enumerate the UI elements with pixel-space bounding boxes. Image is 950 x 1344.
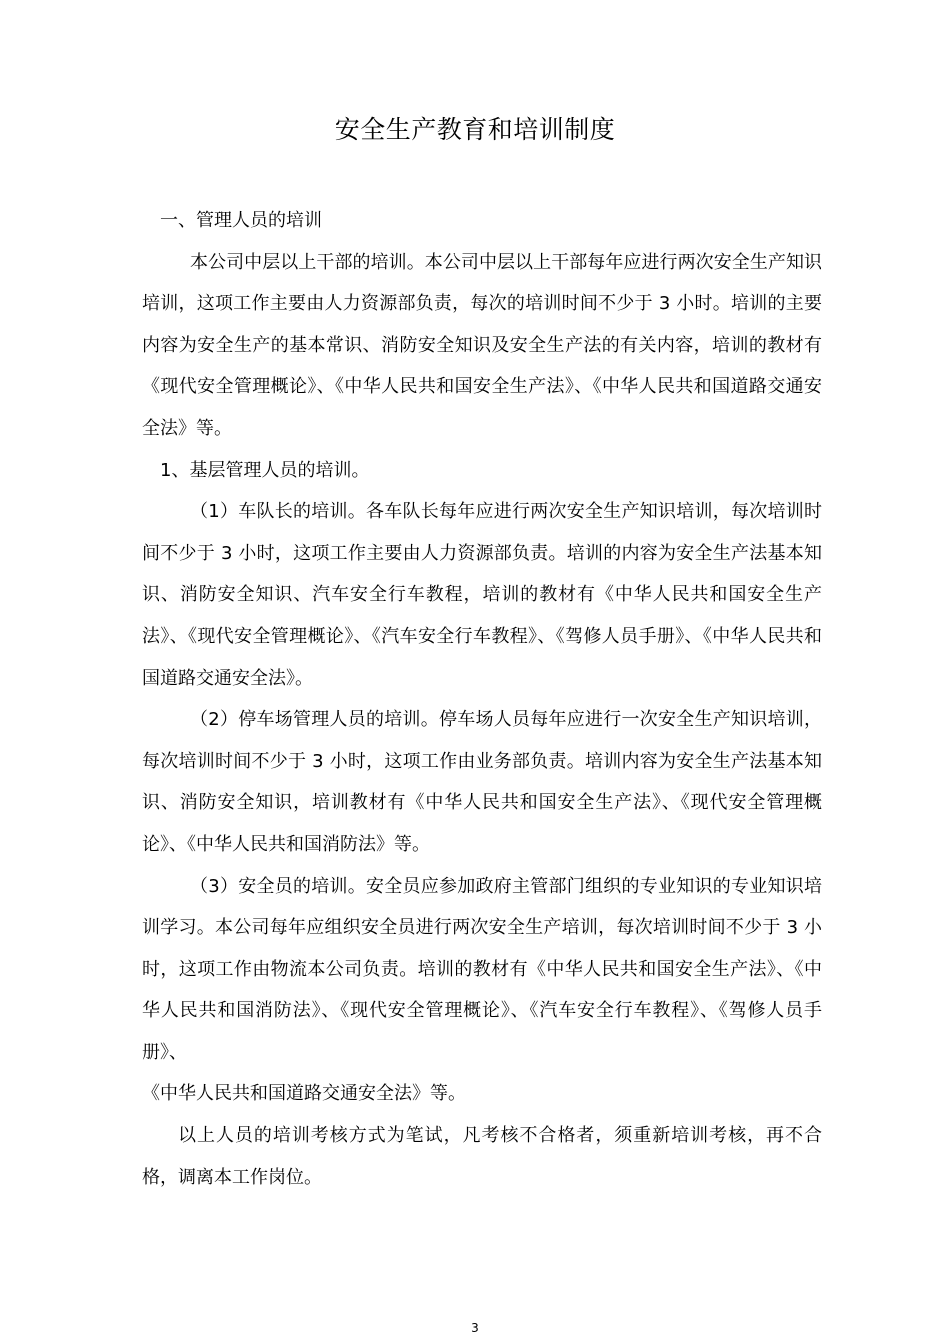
document-body <box>142 200 822 1198</box>
document-title: 安全生产教育和培训制度 <box>334 115 616 144</box>
paragraph-safety-officer-continued: 《中华人民共和国道路交通安全法》等。 <box>142 1083 466 1105</box>
paragraph-assessment: 以上人员的培训考核方式为笔试，凡考核不合格者，须重新培训考核，再不合格，调离本工作岗位。 <box>142 1125 822 1188</box>
subsection-heading: 1、基层管理人员的培训。 <box>160 459 370 481</box>
paragraph-safety-officer: （3）安全员的培训。安全员应参加政府主管部门组织的专业知识的专业知识培训学习。本公司每年应组织安全员进行两次安全生产培训，每次培训时间不少于 3 小时，这项工作由物流本公司负责。培训的教材有《中华人民共和国安全生产法》、《中华人民共和国消防法》、《现代安全管理概论》、《汽车安全行车教程》、《驾修人员手册》、 <box>142 875 822 1063</box>
paragraph-parking-staff: （2）停车场管理人员的培训。停车场人员每年应进行一次安全生产知识培训，每次培训时间不少于 3 小时，这项工作由业务部负责。培训内容为安全生产法基本知识、消防安全知识，培训教材有《中华人民共和国安全生产法》、《现代安全管理概论》、《中华人民共和国消防法》等。 <box>142 709 822 855</box>
paragraph-fleet-leader: （1）车队长的培训。各车队长每年应进行两次安全生产知识培训，每次培训时间不少于 3 小时，这项工作主要由人力资源部负责。培训的内容为安全生产法基本知识、消防安全知识、汽车安全行车教程，培训的教材有《中华人民共和国安全生产法》、《现代安全管理概论》、《汽车安全行车教程》、《驾修人员手册》、《中华人民共和国道路交通安全法》。 <box>142 501 822 689</box>
section-heading: 一、管理人员的培训 <box>160 210 322 231</box>
paragraph-middle-management: 本公司中层以上干部的培训。本公司中层以上干部每年应进行两次安全生产知识培训，这项工作主要由人力资源部负责，每次的培训时间不少于 3 小时。培训的主要内容为安全生产的基本常识、消防安全知识及安全生产法的有关内容，培训的教材有《现代安全管理概论》、《中华人民共和国安全生产法》、《中华人民共和国道路交通安全法》等。 <box>142 251 822 439</box>
page-number: 3 <box>471 1321 479 1335</box>
